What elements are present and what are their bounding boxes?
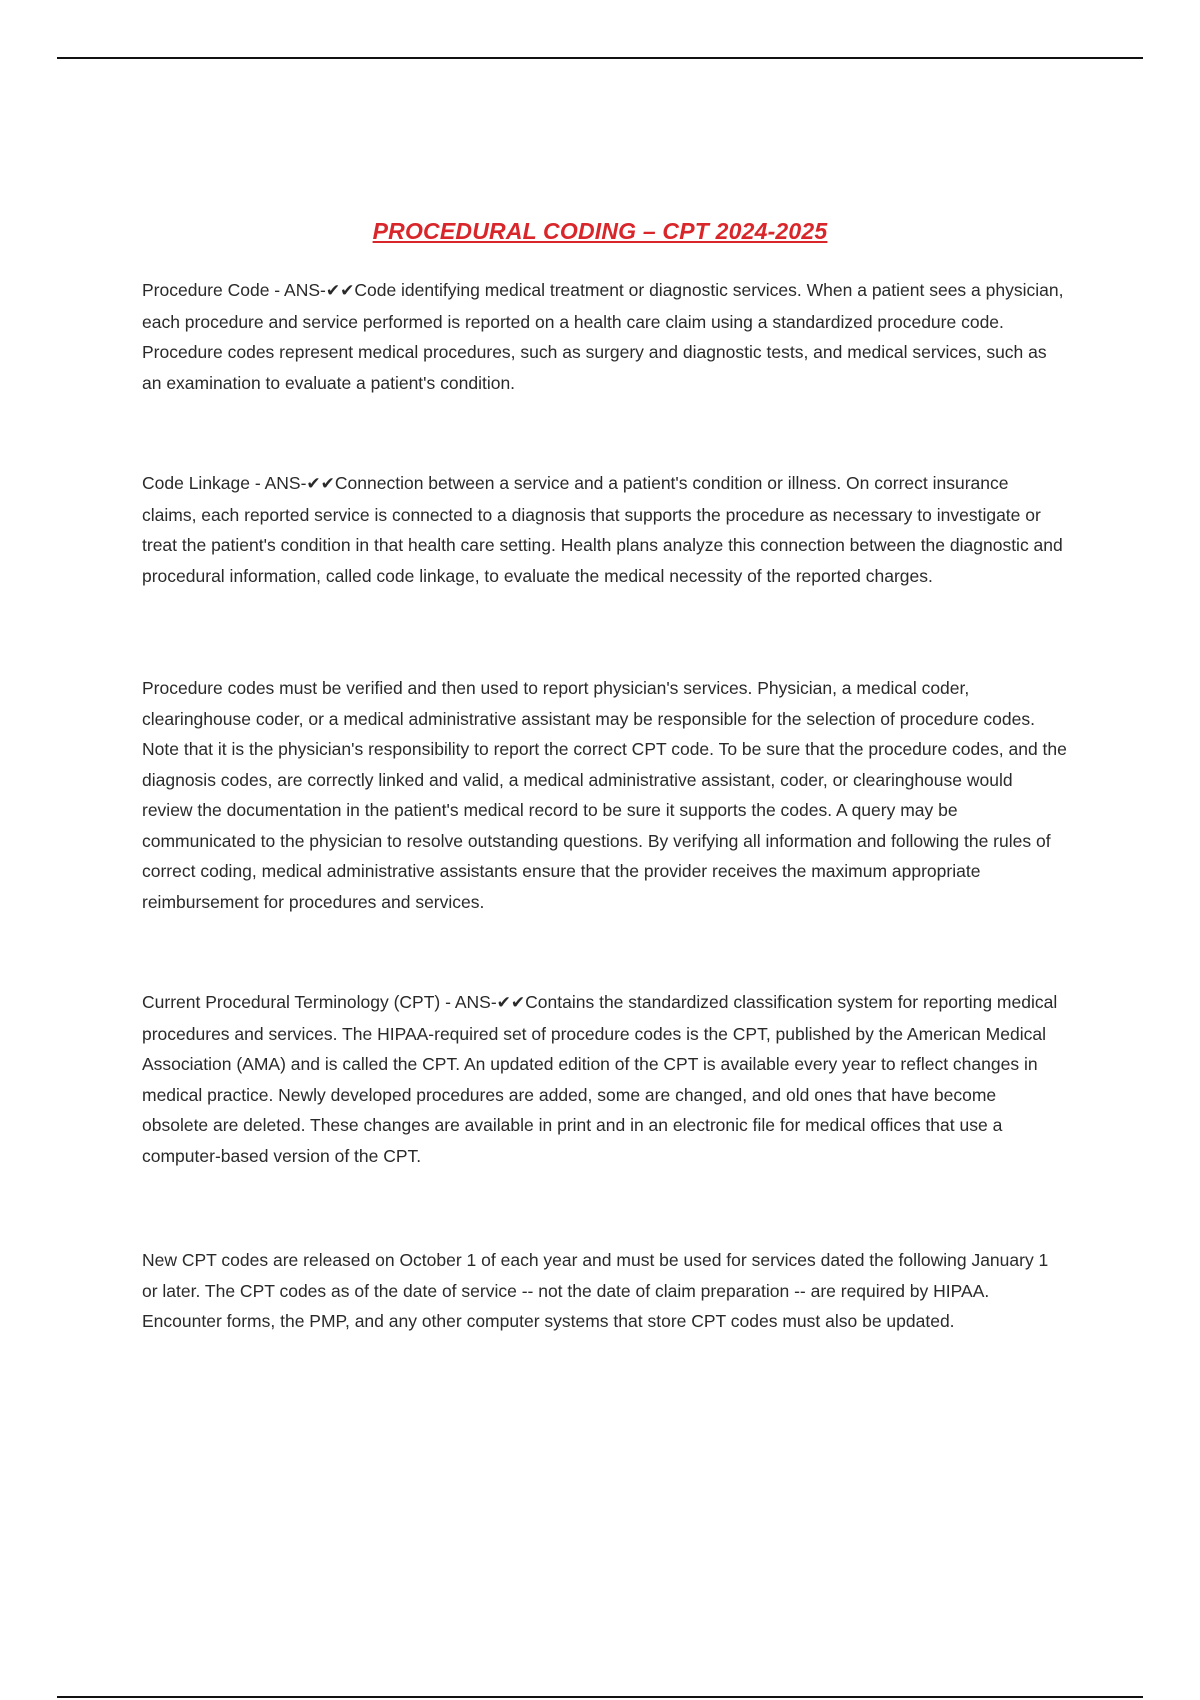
entry-term: Code Linkage -	[142, 473, 265, 493]
answer-marker: ANS-	[454, 992, 497, 1012]
entry-code-linkage	[142, 468, 1067, 591]
entry-definition: Connection between a service and a patient's condition or illness. On correct insurance claims, each reported service is connected to a diagnosis that supports the procedure as necessary to investigate or treat the patient's condition in that health care setting. Health plans analyze this connection between the diagnostic and procedural information, called code linkage, to evaluate the medical necessity of the reported charges.	[142, 473, 1063, 586]
entry-procedure-code	[142, 275, 1067, 398]
answer-marker: ANS-	[264, 473, 307, 493]
double-check-icon: ✔✔	[325, 281, 355, 301]
bottom-rule	[57, 1696, 1143, 1698]
entry-term: Current Procedural Terminology (CPT) -	[142, 992, 455, 1012]
paragraph-text: New CPT codes are released on October 1 of each year and must be used for services dated the following January 1 or later. The CPT codes as of the date of service -- not the date of claim preparation -- are required by HIPAA. Encounter forms, the PMP, and any other computer systems that store CPT codes must also be updated.	[142, 1250, 1049, 1331]
paragraph-new-codes	[142, 1245, 1067, 1337]
entry-cpt	[142, 987, 1067, 1171]
answer-marker: ANS-	[284, 280, 326, 300]
entry-term: Procedure Code -	[142, 280, 285, 300]
double-check-icon: ✔✔	[496, 993, 526, 1013]
top-rule	[57, 57, 1143, 59]
paragraph-verification	[142, 673, 1067, 917]
paragraph-text: Procedure codes must be verified and then used to report physician's services. Physician, a medical coder, clearinghouse coder, or a medical administrative assistant may be responsible for the selection of procedure codes. Note that it is the physician's responsibility to report the correct CPT code. To be sure that the procedure codes, and the diagnosis codes, are correctly linked and valid, a medical administrative assistant, coder, or clearinghouse would review the documentation in the patient's medical record to be sure it supports the codes. A query may be communicated to the physician to resolve outstanding questions. By verifying all information and following the rules of correct coding, medical administrative assistants ensure that the provider receives the maximum appropriate reimbursement for procedures and services.	[142, 678, 1067, 912]
document-body	[142, 275, 1067, 1337]
double-check-icon: ✔✔	[306, 474, 335, 494]
entry-definition: Code identifying medical treatment or diagnostic services. When a patient sees a physician, each procedure and service performed is reported on a health care claim using a standardized procedure code. Procedure codes represent medical procedures, such as surgery and diagnostic tests, and medical services, such as an examination to evaluate a patient's condition.	[142, 280, 1064, 393]
entry-definition: Contains the standardized classification system for reporting medical procedures and services. The HIPAA-required set of procedure codes is the CPT, published by the American Medical Association (AMA) and is called the CPT. An updated edition of the CPT is available every year to reflect changes in medical practice. Newly developed procedures are added, some are changed, and old ones that have become obsolete are deleted. These changes are available in print and in an electronic file for medical offices that use a computer-based version of the CPT.	[142, 992, 1058, 1166]
page-title: PROCEDURAL CODING – CPT 2024-2025	[372, 218, 828, 244]
